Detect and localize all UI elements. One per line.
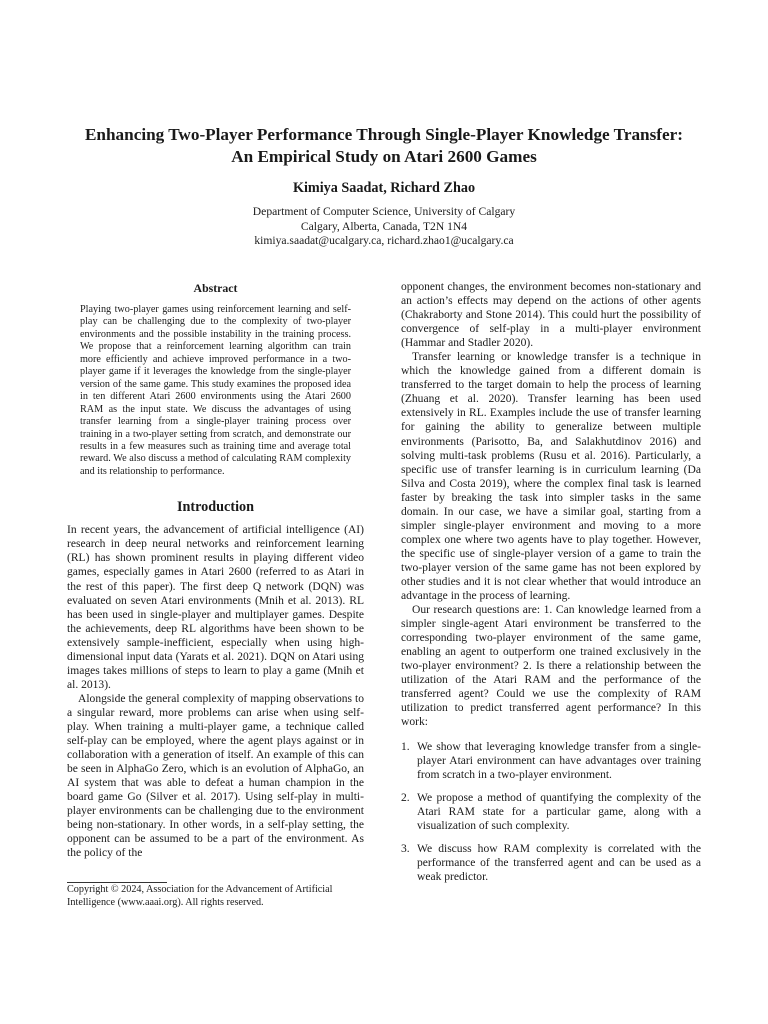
abstract-text: Playing two-player games using reinforcement learning and self-play can be challenging due to the complexity of two-player environments and the possible instability in the training process. We propose that a reinforcement learning algorithm can train more efficiently and achieve improved performance in a two-player game if it leverages the knowledge from the single-player version of the same game. This study examines the proposed idea in ten different Atari 2600 environments using the Atari 2600 RAM as the input state. We discuss the advantages of using transfer learning from a single-player training process over training in a two-player setting from scratch, and demonstrate our results in a few measures such as training time and average total reward. We also discuss a method of calculating RAM complexity and its relationship to performance. <box>80 304 351 477</box>
affiliation-department: Department of Computer Science, University of Calgary <box>252 205 516 218</box>
contribution-item <box>401 740 701 782</box>
contribution-text: We propose a method of quantifying the complexity of the Atari RAM state for a particular game, along with a visualization of such complexity. <box>417 791 701 832</box>
intro-paragraph-1: In recent years, the advancement of artificial intelligence (AI) research in deep neural networks and reinforcement learning (RL) has shown prominent results in playing different video games, especially games in Atari 2600 (referred to as Atari in the rest of this paper). The first deep Q network (DQN) was evaluated on seven Atari environments (Mnih et al. 2013). RL has been used in single-player and multiplayer games. Despite the achievements, deep RL algorithms have been shown to be extensively sample-inefficient, especially when using high-dimensional input data (Yarats et al. 2021). DQN on Atari using images takes millions of steps to learn to play a game (Mnih et al. 2013). <box>67 524 364 691</box>
affiliation-emails: kimiya.saadat@ucalgary.ca, richard.zhao1@ucalgary.ca <box>254 234 514 248</box>
introduction-heading: Introduction <box>177 499 254 516</box>
contribution-item <box>401 842 701 884</box>
footnote-divider <box>67 882 167 883</box>
right-paragraph-2: Transfer learning or knowledge transfer is a technique in which the knowledge gained from a different domain is transferred to the target domain to help the process of learning (Zhuang et al. 2020). Transfer learning has been used extensively in RL. Examples include the use of transfer learning for gaining the ability to generalize between multiple environments (Parisotto, Ba, and Salakhutdinov 2016) and solving multi-task problems (Rusu et al. 2016). Particularly, a specific use of transfer learning is in curriculum learning (Da Silva and Costa 2019), where the complex final task is learned faster by breaking the task into simpler tasks in the same domain. In our case, we have a similar goal, starting from a simpler single-player environment and moving to a more complex one where two agents have to play together. However, the specific use of single-player version of a game to train the two-player version of the same game has not been explored by other studies and it is not clear whether that would introduce an advantage in the process of learning. <box>401 351 701 603</box>
abstract-heading: Abstract <box>193 281 238 295</box>
author-list: Kimiya Saadat, Richard Zhao <box>292 180 476 196</box>
title-line-1: Enhancing Two-Player Performance Through Single-Player Knowledge Transfer: <box>84 125 684 144</box>
affiliation-block <box>0 205 768 249</box>
contribution-text: We show that leveraging knowledge transfer from a single-player Atari environment can have advantages over training from scratch in a two-player environment. <box>417 740 701 781</box>
right-paragraph-1: opponent changes, the environment becomes non-stationary and an action’s effects may depend on the actions of other agents (Chakraborty and Stone 2014). This could hurt the possibility of convergence of self-play in a multi-player environment (Hammar and Stadler 2020). <box>401 281 701 350</box>
copyright-footnote: Copyright © 2024, Association for the Advancement of Artificial Intelligence (www.aaai.org). All rights reserved. <box>67 884 333 908</box>
affiliation-address: Calgary, Alberta, Canada, T2N 1N4 <box>300 219 468 233</box>
contribution-list <box>401 740 701 884</box>
paper-title <box>40 124 728 168</box>
right-column <box>401 280 701 893</box>
right-paragraph-3: Our research questions are: 1. Can knowledge learned from a simpler single-agent Atari environment be transferred to the corresponding two-player environment of the same game, enabling an agent to outperform one trained exclusively in the two-player environment? 2. Is there a relationship between the utilization of the Atari RAM and the performance of the transferred agent? Could we use the complexity of RAM utilization to predict transferred agent performance? In this work: <box>401 604 701 729</box>
contribution-item <box>401 791 701 833</box>
left-column <box>67 280 364 860</box>
contribution-number: 3. <box>401 842 410 855</box>
contribution-text: We discuss how RAM complexity is correlated with the performance of the transferred agent and can be used as a weak predictor. <box>417 842 701 883</box>
title-line-2: An Empirical Study on Atari 2600 Games <box>231 147 537 166</box>
contribution-number: 2. <box>401 791 410 804</box>
contribution-number: 1. <box>401 740 410 753</box>
intro-paragraph-2: Alongside the general complexity of mapping observations to a singular reward, more problems can arise when using self-play. When training a multi-player game, a technique called self-play can be employed, where the agent plays against or in collaboration with a generation of itself. An example of this can be seen in AlphaGo Zero, which is an evolution of AlphaGo, an AI system that was able to defeat a human champion in the board game Go (Silver et al. 2017). Using self-play in multi-player environments can be challenging due to the environment being non-stationary. In other words, in a self-play setting, the opponent can be assumed to be a part of the environment. As the policy of the <box>67 692 364 860</box>
